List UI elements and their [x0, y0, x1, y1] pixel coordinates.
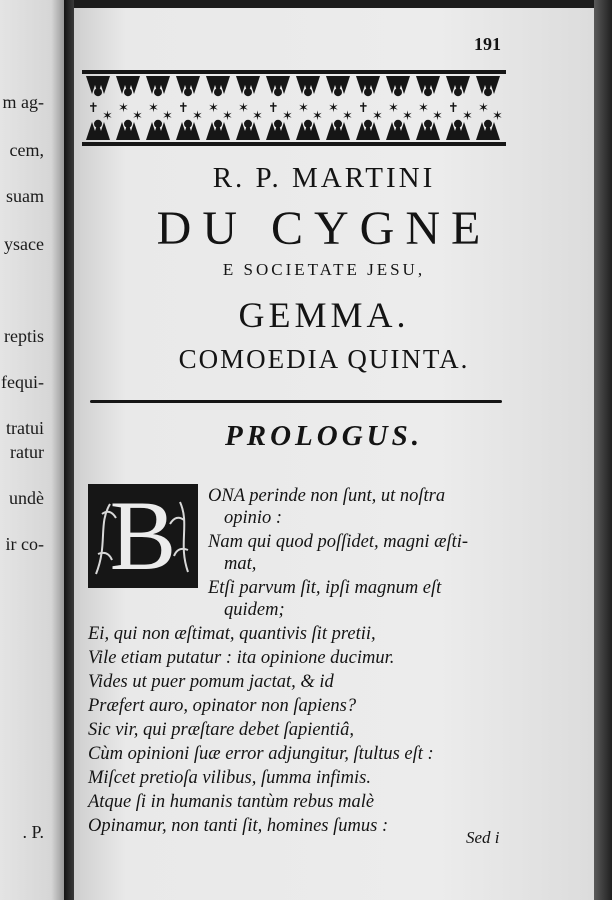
- left-page-line: undè: [9, 488, 44, 508]
- fleuron-icon: [424, 120, 432, 128]
- verse-line: quidem;: [224, 600, 285, 620]
- star-icon: ✶: [418, 101, 429, 116]
- star-icon: ✶: [462, 109, 473, 124]
- star-icon: ✶: [252, 109, 263, 124]
- section-heading: PROLOGUS.: [225, 420, 423, 452]
- star-icon: ✶: [238, 101, 249, 116]
- decorated-initial-icon: [88, 480, 198, 591]
- page-edge: [594, 0, 612, 900]
- left-page-fragment: [0, 0, 64, 900]
- fleuron-icon: [184, 120, 192, 128]
- fleuron-icon: [424, 88, 432, 96]
- star-icon: ✶: [282, 109, 293, 124]
- left-page-line: ir co-: [5, 534, 44, 554]
- star-icon: ✝: [268, 101, 279, 116]
- star-icon: ✝: [178, 101, 189, 116]
- star-icon: ✶: [372, 109, 383, 124]
- verse-line: Præfert auro, opinator non ſapiens?: [88, 696, 357, 716]
- fleuron-icon: [214, 120, 222, 128]
- left-page-line: m ag-: [2, 92, 44, 112]
- fleuron-icon: [484, 88, 492, 96]
- book-gutter: [64, 0, 74, 900]
- title-author-line: R. P. MARTINI: [212, 162, 436, 194]
- star-icon: ✶: [118, 101, 129, 116]
- star-icon: ✶: [222, 109, 233, 124]
- left-page-line: tratui: [6, 418, 44, 438]
- star-icon: ✶: [102, 109, 113, 124]
- left-page-line: fequi-: [1, 372, 44, 392]
- fleuron-icon: [454, 88, 462, 96]
- fleuron-icon: [394, 88, 402, 96]
- fleuron-icon: [214, 88, 222, 96]
- star-icon: ✶: [132, 109, 143, 124]
- initial-letter: B: [109, 480, 177, 591]
- fleuron-icon: [154, 120, 162, 128]
- fleuron-icon: [274, 120, 282, 128]
- title-society-line: E SOCIETATE JESU,: [222, 260, 426, 279]
- title-play-subtitle: COMOEDIA QUINTA.: [178, 344, 470, 374]
- left-page-line: . P.: [22, 822, 44, 842]
- fleuron-icon: [124, 88, 132, 96]
- star-icon: ✝: [358, 101, 369, 116]
- left-page-line: cem,: [9, 140, 44, 160]
- left-page-line: ysace: [4, 234, 44, 254]
- star-icon: ✶: [402, 109, 413, 124]
- star-icon: ✶: [208, 101, 219, 116]
- verse-line: Vile etiam putatur : ita opinione ducimur.: [88, 648, 395, 668]
- verse-line: opinio :: [224, 508, 283, 528]
- star-icon: ✶: [298, 101, 309, 116]
- fleuron-icon: [304, 88, 312, 96]
- fleuron-icon: [304, 120, 312, 128]
- verse-line: Opinamur, non tanti ſit, homines ſumus :: [88, 816, 389, 836]
- star-icon: ✶: [478, 101, 489, 116]
- star-icon: ✶: [162, 109, 173, 124]
- star-icon: ✝: [88, 101, 99, 116]
- fleuron-icon: [124, 120, 132, 128]
- left-page-line: suam: [6, 186, 44, 206]
- star-icon: ✶: [432, 109, 443, 124]
- fleuron-icon: [394, 120, 402, 128]
- star-icon: ✶: [492, 109, 503, 124]
- star-icon: ✝: [448, 101, 459, 116]
- verse-line: Miſcet pretioſa vilibus, ſumma infimis.: [88, 768, 371, 788]
- star-icon: ✶: [328, 101, 339, 116]
- fleuron-icon: [454, 120, 462, 128]
- verse-line: Ei, qui non æſtimat, quantivis ſit pretii,: [88, 624, 376, 644]
- verse-line: Vides ut puer pomum jactat, & id: [88, 672, 334, 692]
- verse-line: Nam qui quod poſſidet, magni æſti-: [208, 532, 469, 552]
- verse-line: Sic vir, qui præſtare debet ſapientiâ,: [88, 720, 354, 740]
- star-icon: ✶: [388, 101, 399, 116]
- verse-line: Atque ſi in humanis tantùm rebus malè: [88, 792, 375, 812]
- star-icon: ✶: [148, 101, 159, 116]
- verse-line: ONA perinde non ſunt, ut noſtra: [208, 486, 446, 506]
- verse-line: mat,: [224, 554, 257, 574]
- fleuron-icon: [334, 88, 342, 96]
- fleuron-icon: [244, 120, 252, 128]
- left-page-line: reptis: [4, 326, 44, 346]
- fleuron-icon: [364, 88, 372, 96]
- star-icon: ✶: [342, 109, 353, 124]
- fleuron-icon: [364, 120, 372, 128]
- fleuron-icon: [244, 88, 252, 96]
- page-number: 191: [474, 34, 501, 54]
- verse-line: Etſi parvum ſit, ipſi magnum eſt: [208, 578, 442, 598]
- fleuron-icon: [94, 120, 102, 128]
- title-author-surname: DU CYGNE: [156, 202, 492, 255]
- title-rule: [90, 400, 502, 403]
- star-icon: ✶: [312, 109, 323, 124]
- fleuron-icon: [334, 120, 342, 128]
- catchword: Sed i: [466, 828, 500, 847]
- title-play-name: GEMMA.: [238, 295, 410, 335]
- fleuron-icon: [154, 88, 162, 96]
- left-page-line: ratur: [10, 442, 44, 462]
- verse-line: Cùm opinioni ſuæ error adjungitur, ſtultus eſt :: [88, 744, 434, 764]
- fleuron-icon: [94, 88, 102, 96]
- star-icon: ✶: [192, 109, 203, 124]
- fleuron-icon: [274, 88, 282, 96]
- fleuron-band-icon: [82, 70, 506, 146]
- fleuron-icon: [484, 120, 492, 128]
- main-page: [74, 8, 594, 900]
- fleuron-icon: [184, 88, 192, 96]
